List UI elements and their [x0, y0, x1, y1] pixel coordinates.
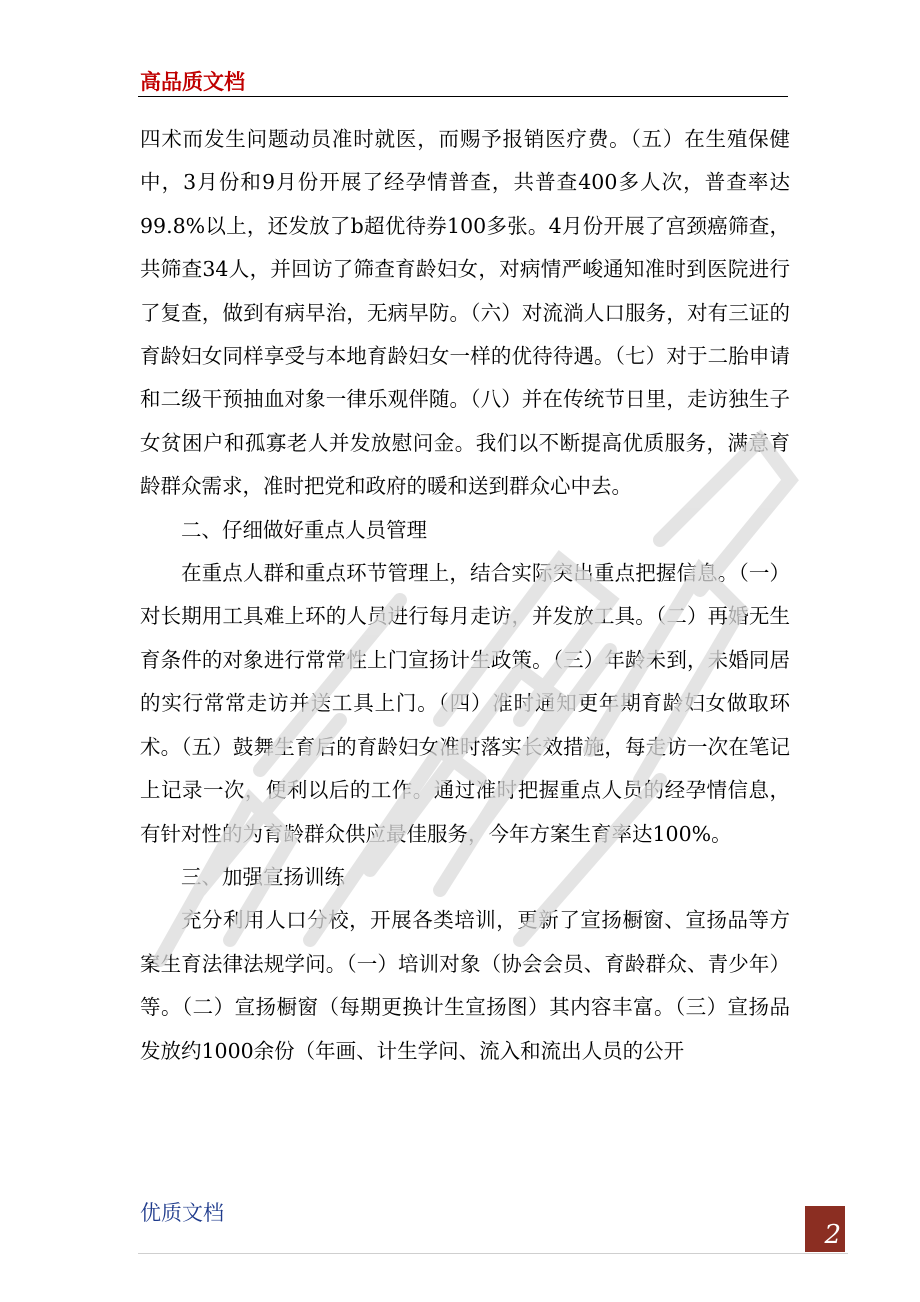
footer-divider [138, 1253, 848, 1254]
page-number-badge: 2 [805, 1206, 845, 1252]
header-divider [138, 96, 788, 97]
body-paragraph-3: 充分利用人口分校，开展各类培训，更新了宣扬橱窗、宣扬品等方案生育法律法规学问。（一）培训对象（协会会员、育龄群众、青少年）等。（二）宣扬橱窗（每期更换计生宣扬图）其内容丰富。（三）宣扬品发放约1000余份（年画、计生学问、流入和流出人员的公开 [140, 908, 790, 1063]
document-footer-title: 优质文档 [140, 1201, 224, 1225]
section-heading-3: 三、加强宣扬训练 [181, 864, 345, 889]
section-heading-2: 二、仔细做好重点人员管理 [181, 517, 427, 542]
document-header-title: 高品质文档 [140, 70, 245, 94]
body-paragraph-1: 四术而发生问题动员准时就医，而赐予报销医疗费。（五）在生殖保健中，3月份和9月份开展了经孕情普查，共普查400多人次，普查率达99.8%以上，还发放了b超优待券100多张。4月份开展了宫颈癌筛查，共筛查34人，并回访了筛查育龄妇女，对病情严峻通知准时到医院进行了复查，做到有病早治，无病早防。（六）对流淌人口服务，对有三证的育龄妇女同样享受与本地育龄妇女一样的优待待遇。（七）对于二胎申请和二级干预抽血对象一律乐观伴随。（八）并在传统节日里，走访独生子女贫困户和孤寡老人并发放慰问金。我们以不断提高优质服务，满意育龄群众需求，准时把党和政府的暖和送到群众心中去。 [140, 127, 790, 499]
document-body [140, 118, 790, 1073]
body-paragraph-2: 在重点人群和重点环节管理上，结合实际突出重点把握信息。（一）对长期用工具难上环的人员进行每月走访，并发放工具。（二）再婚无生育条件的对象进行常常性上门宣扬计生政策。（三）年龄未到，未婚同居的实行常常走访并送工具上门。（四）准时通知更年期育龄妇女做取环术。（五）鼓舞生育后的育龄妇女准时落实长效措施，每走访一次在笔记上记录一次，便利以后的工作。通过准时把握重点人员的经孕情信息，有针对性的为育龄群众供应最佳服务，今年方案生育率达100%。 [140, 561, 790, 846]
